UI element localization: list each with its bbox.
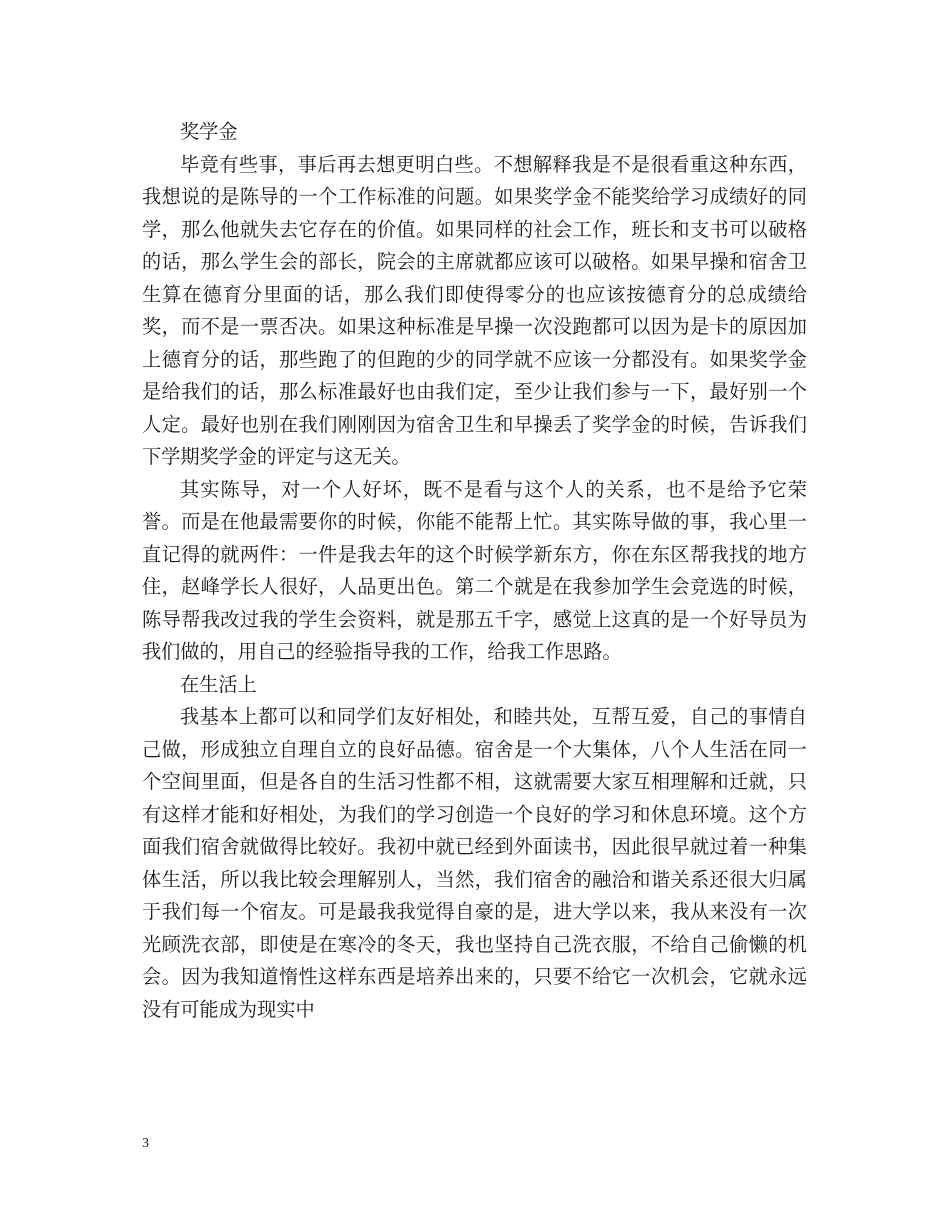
document-body [142,116,807,1026]
section-heading-life: 在生活上 [180,672,257,696]
paragraph-dorm-life: 我基本上都可以和同学们友好相处，和睦共处，互帮互爱，自己的事情自己做，形成独立自理自立的良好品德。宿舍是一个大集体，八个人生活在同一个空间里面，但是各自的生活习性都不相，这就需要大家互相理解和迁就，只有这样才能和好相处，为我们的学习创造一个良好的学习和休息环境。这个方面我们宿舍就做得比较好。我初中就已经到外面读书，因此很早就过着一种集体生活，所以我比较会理解别人，当然，我们宿舍的融洽和谐关系还很大归属于我们每一个宿友。可是最我我觉得自豪的是，进大学以来，我从来没有一次光顾洗衣部，即使是在寒冷的冬天，我也坚持自己洗衣服，不给自己偷懒的机会。因为我知道惰性这样东西是培养出来的，只要不给它一次机会，它就永远没有可能成为现实中 [142,705,807,1021]
paragraph-scholarship-standards: 毕竟有些事，事后再去想更明白些。不想解释我是不是很看重这种东西，我想说的是陈导的一个工作标准的问题。如果奖学金不能奖给学习成绩好的同学，那么他就失去它存在的价值。如果同样的社会工作，班长和支书可以破格的话，那么学生会的部长，院会的主席就都应该可以破格。如果早操和宿舍卫生算在德育分里面的话，那么我们即使得零分的也应该按德育分的总成绩给奖，而不是一票否决。如果这种标准是早操一次没跑都可以因为是卡的原因加上德育分的话，那些跑了的但跑的少的同学就不应该一分都没有。如果奖学金是给我们的话，那么标准最好也由我们定，至少让我们参与一下，最好别一个人定。最好也别在我们刚刚因为宿舍卫生和早操丢了奖学金的时候，告诉我们下学期奖学金的评定与这无关。 [142,152,807,468]
section-heading-scholarship: 奖学金 [180,120,238,143]
paragraph-counselor-help: 其实陈导，对一个人好坏，既不是看与这个人的关系，也不是给予它荣誉。而是在他最需要你的时候，你能不能帮上忙。其实陈导做的事，我心里一直记得的就两件：一件是我去年的这个时候学新东方，你在东区帮我找的地方住，赵峰学长人很好，人品更出色。第二个就是在我参加学生会竞选的时候，陈导帮我改过我的学生会资料，就是那五千字，感觉上这真的是一个好导员为我们做的，用自己的经验指导我的工作，给我工作思路。 [142,477,807,663]
page-number: 3 [142,1136,149,1151]
